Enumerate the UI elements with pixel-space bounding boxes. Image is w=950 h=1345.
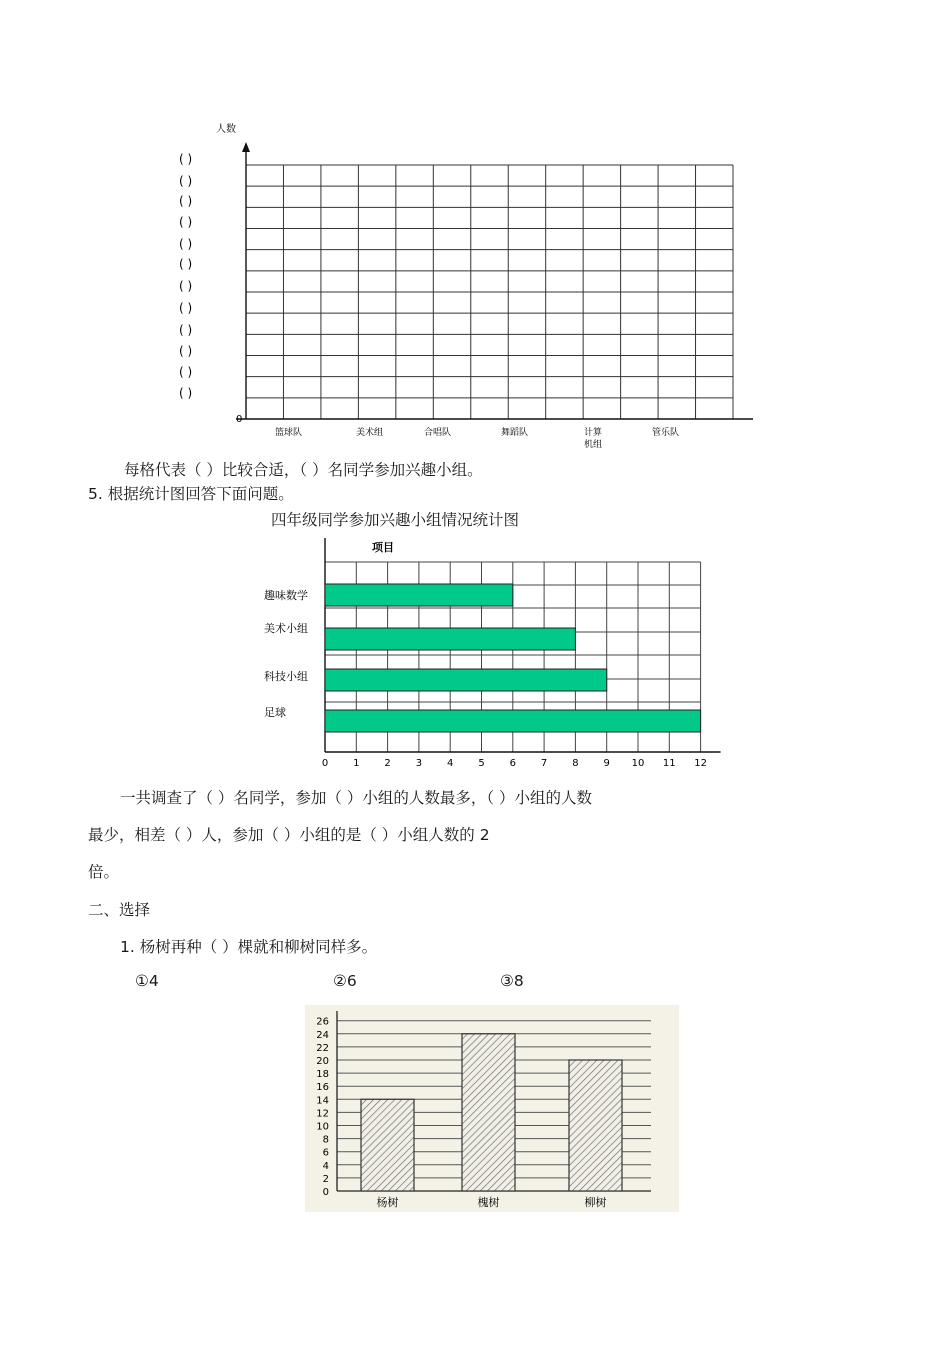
ytick-placeholder: ( ) xyxy=(179,344,193,358)
x-tick-label: 0 xyxy=(321,758,329,769)
bar-科技小组 xyxy=(325,669,607,691)
y-tick-label: 0 xyxy=(322,1187,329,1198)
category-label: 足球 xyxy=(264,706,286,719)
chart-2-horizontal-bars xyxy=(0,530,950,775)
chart1-grid xyxy=(236,142,753,419)
option-1: ①4 xyxy=(135,972,159,990)
chart-3-tree-bars xyxy=(305,1005,679,1212)
chart1-ylabel: 人数 xyxy=(216,124,236,135)
x-tick-label: 3 xyxy=(415,758,423,769)
chart1-cat-band: 管乐队 xyxy=(652,428,680,438)
x-tick-label: 12 xyxy=(694,758,707,769)
category-label: 趣味数学 xyxy=(264,589,308,602)
ytick-placeholder: ( ) xyxy=(179,279,193,293)
ytick-placeholder: ( ) xyxy=(179,301,193,315)
q5-heading: 5. 根据统计图回答下面问题。 xyxy=(88,485,294,503)
y-tick-label: 6 xyxy=(322,1147,329,1159)
y-axis-arrow xyxy=(242,142,250,152)
ytick-placeholder: ( ) xyxy=(179,386,193,400)
ytick-placeholder: ( ) xyxy=(179,194,193,208)
x-tick-label: 11 xyxy=(662,758,676,769)
ytick-placeholder: ( ) xyxy=(179,152,193,166)
category-label: 科技小组 xyxy=(264,670,308,683)
y-tick-label: 12 xyxy=(316,1108,329,1120)
chart1-cat-computer-2: 机组 xyxy=(584,440,603,450)
q5-line-3: 倍。 xyxy=(88,863,120,881)
category-label: 美术小组 xyxy=(264,622,308,635)
y-tick-label: 16 xyxy=(316,1082,329,1094)
chart1-cat-computer-1: 计算 xyxy=(584,428,603,438)
y-tick-label: 10 xyxy=(316,1121,329,1133)
bar-趣味数学 xyxy=(325,584,513,606)
ytick-placeholder: ( ) xyxy=(179,323,193,337)
category-label: 槐树 xyxy=(477,1196,500,1209)
chart1-cat-art: 美术组 xyxy=(356,428,384,438)
option-2: ②6 xyxy=(333,972,357,990)
ytick-placeholder: ( ) xyxy=(179,237,193,251)
y-tick-label: 14 xyxy=(316,1095,329,1107)
bar-杨树 xyxy=(361,1099,414,1191)
ytick-placeholder: ( ) xyxy=(179,174,193,188)
category-label: 柳树 xyxy=(584,1196,607,1209)
x-tick-label: 6 xyxy=(509,758,516,769)
chart1-ytick-placeholders xyxy=(179,152,192,400)
q4-fill-line: 每格代表（ ）比较合适，（ ）名同学参加兴趣小组。 xyxy=(124,461,483,479)
x-tick-label: 1 xyxy=(353,758,360,769)
choice-q1-text: 1. 杨树再种（ ）棵就和柳树同样多。 xyxy=(120,938,378,956)
bar-槐树 xyxy=(462,1034,515,1191)
section-2-heading: 二、选择 xyxy=(88,901,151,919)
y-tick-label: 24 xyxy=(316,1029,329,1041)
chart1-cat-choir: 合唱队 xyxy=(424,428,452,438)
x-tick-label: 8 xyxy=(572,758,579,769)
q5-line-2: 最少，相差（ ）人，参加（ ）小组的是（ ）小组人数的 2 xyxy=(88,826,490,844)
ytick-placeholder: ( ) xyxy=(179,215,193,229)
chart-1-empty-grid xyxy=(0,0,950,460)
chart2-axis-label: 项目 xyxy=(372,541,394,554)
x-tick-label: 10 xyxy=(631,758,645,769)
bar-柳树 xyxy=(569,1060,622,1191)
chart2-title: 四年级同学参加兴趣小组情况统计图 xyxy=(271,511,520,529)
ytick-placeholder: ( ) xyxy=(179,365,193,379)
x-tick-label: 9 xyxy=(603,758,610,769)
y-tick-label: 8 xyxy=(322,1134,329,1146)
y-tick-label: 20 xyxy=(316,1056,329,1067)
y-tick-label: 22 xyxy=(316,1042,329,1054)
chart1-cat-basketball: 篮球队 xyxy=(275,428,303,438)
y-tick-label: 2 xyxy=(322,1173,329,1185)
x-tick-label: 2 xyxy=(384,758,391,769)
y-tick-label: 26 xyxy=(316,1016,329,1028)
bar-美术小组 xyxy=(325,628,575,650)
chart1-origin: 0 xyxy=(236,414,243,425)
y-tick-label: 4 xyxy=(322,1160,329,1172)
ytick-placeholder: ( ) xyxy=(179,257,193,271)
bar-足球 xyxy=(325,710,701,732)
x-tick-label: 4 xyxy=(447,758,454,769)
chart1-cat-dance: 舞蹈队 xyxy=(501,428,529,438)
option-3: ③8 xyxy=(500,972,524,990)
x-tick-label: 7 xyxy=(540,758,548,769)
category-label: 杨树 xyxy=(376,1196,399,1209)
y-tick-label: 18 xyxy=(316,1069,329,1081)
x-tick-label: 5 xyxy=(478,758,485,769)
q5-line-1: 一共调查了（ ）名同学，参加（ ）小组的人数最多，（ ）小组的人数 xyxy=(120,789,593,807)
